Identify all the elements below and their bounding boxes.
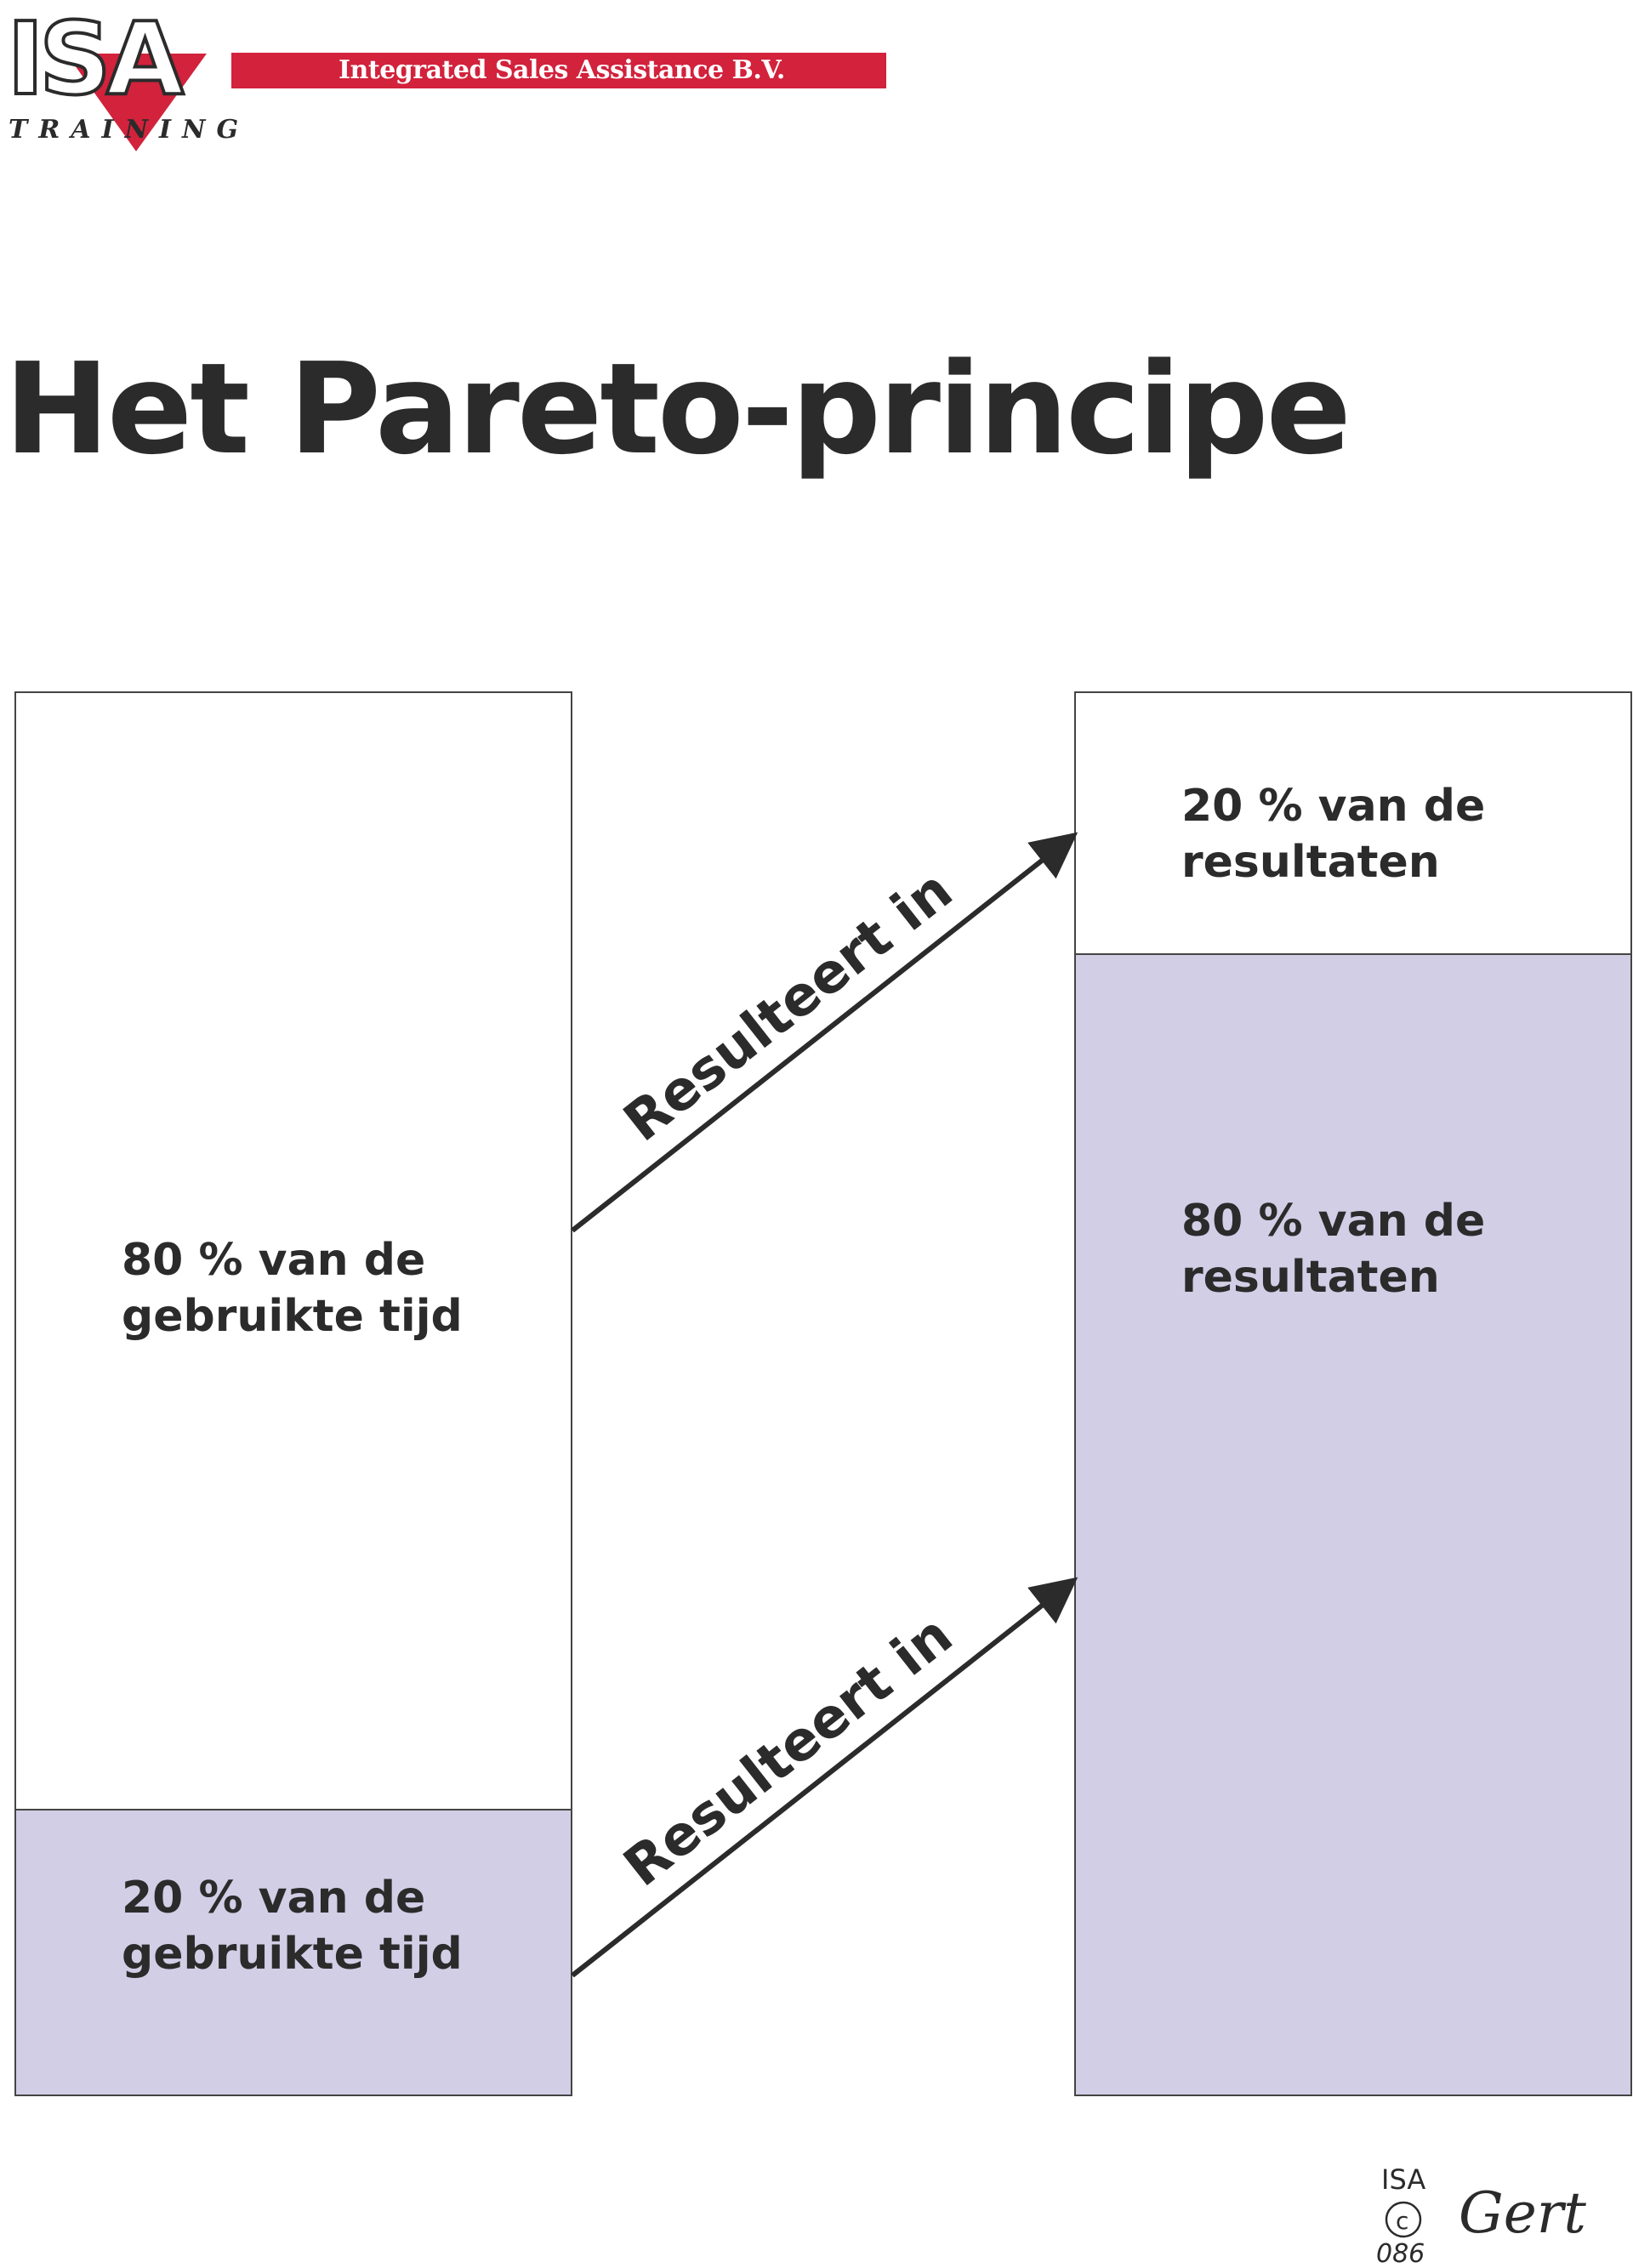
arrow-bottom-line — [572, 1580, 1074, 1975]
results-80-line2: resultaten — [1181, 1252, 1440, 1303]
time-20-line2: gebruikte tijd — [122, 1929, 463, 1980]
arrow-top-label: Resulteert in — [612, 858, 964, 1155]
signature-isa: ISA — [1381, 2163, 1426, 2196]
results-20-line1: 20 % van de — [1181, 781, 1486, 832]
arrow-bottom-label: Resulteert in — [612, 1603, 964, 1900]
time-20-line1: 20 % van de — [122, 1873, 426, 1924]
logo-subtext: TRAINING — [9, 115, 250, 145]
logo-text: ISA — [7, 0, 179, 117]
page-title: Het Pareto-principe — [4, 336, 1349, 482]
signature-code: 086 — [1376, 2239, 1425, 2268]
signature — [1369, 2160, 1586, 2268]
time-80-line1: 80 % van de — [122, 1235, 426, 1286]
time-80-line2: gebruikte tijd — [122, 1291, 463, 1342]
arrow-top — [572, 835, 1074, 1231]
results-80-line1: 80 % van de — [1181, 1196, 1486, 1247]
results-20-line2: resultaten — [1181, 837, 1440, 888]
company-name: Integrated Sales Assistance B.V. — [339, 55, 785, 85]
signature-name: Gert — [1459, 2180, 1586, 2246]
arrow-top-line — [572, 835, 1074, 1231]
signature-copyright-mark: c — [1396, 2207, 1409, 2235]
arrow-bottom — [572, 1580, 1074, 1975]
